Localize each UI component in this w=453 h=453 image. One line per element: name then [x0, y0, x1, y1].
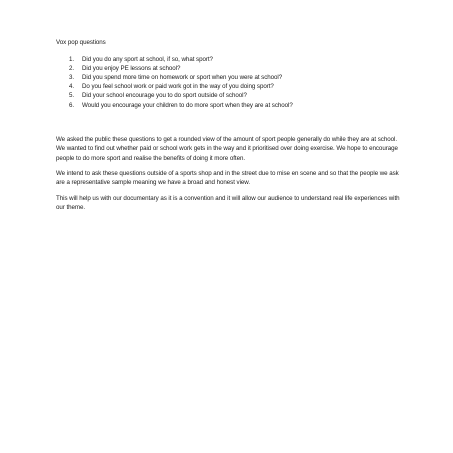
question-item — [56, 91, 401, 100]
question-item — [56, 64, 401, 73]
question-text: Did you spend more time on homework or sport when you were at school? — [82, 73, 283, 81]
question-text: Do you feel school work or paid work got in the way of you doing sport? — [82, 83, 274, 91]
question-number: 1. — [69, 55, 75, 63]
question-text: Would you encourage your children to do more sport when they are at school? — [82, 101, 293, 109]
question-number: 4. — [69, 83, 75, 91]
question-number: 3. — [69, 73, 75, 81]
paragraph-documentary: This will help us with our documentary as it is a convention and it will allow our audience to understand real life experiences with our theme. — [56, 194, 400, 212]
question-list — [56, 55, 401, 110]
question-item — [56, 82, 401, 91]
question-number: 2. — [69, 64, 75, 72]
question-text: Did your school encourage you to do sport outside of school? — [82, 92, 247, 100]
question-text: Did you enjoy PE lessons at school? — [82, 64, 181, 72]
question-number: 6. — [69, 101, 75, 109]
question-number: 5. — [69, 92, 75, 100]
paragraph-purpose: We asked the public these questions to get a rounded view of the amount of sport people generally do while they are at school. We wanted to find out whether paid or school work gets in the way and it prioritised over doing exercise. We hope to encourage people to do more sport and realise the benefits of doing it more often. — [56, 135, 398, 162]
question-item — [56, 101, 401, 110]
question-item — [56, 55, 401, 64]
document-body — [56, 38, 401, 213]
paragraph-location: We intend to ask these questions outside of a sports shop and in the street due to mise en scene and so that the people we ask are a representative sample meaning we have a broad and honest view. — [56, 169, 399, 187]
question-item — [56, 73, 401, 82]
document-title: Vox pop questions — [56, 39, 106, 46]
question-text: Did you do any sport at school, if so, what sport? — [82, 55, 213, 63]
